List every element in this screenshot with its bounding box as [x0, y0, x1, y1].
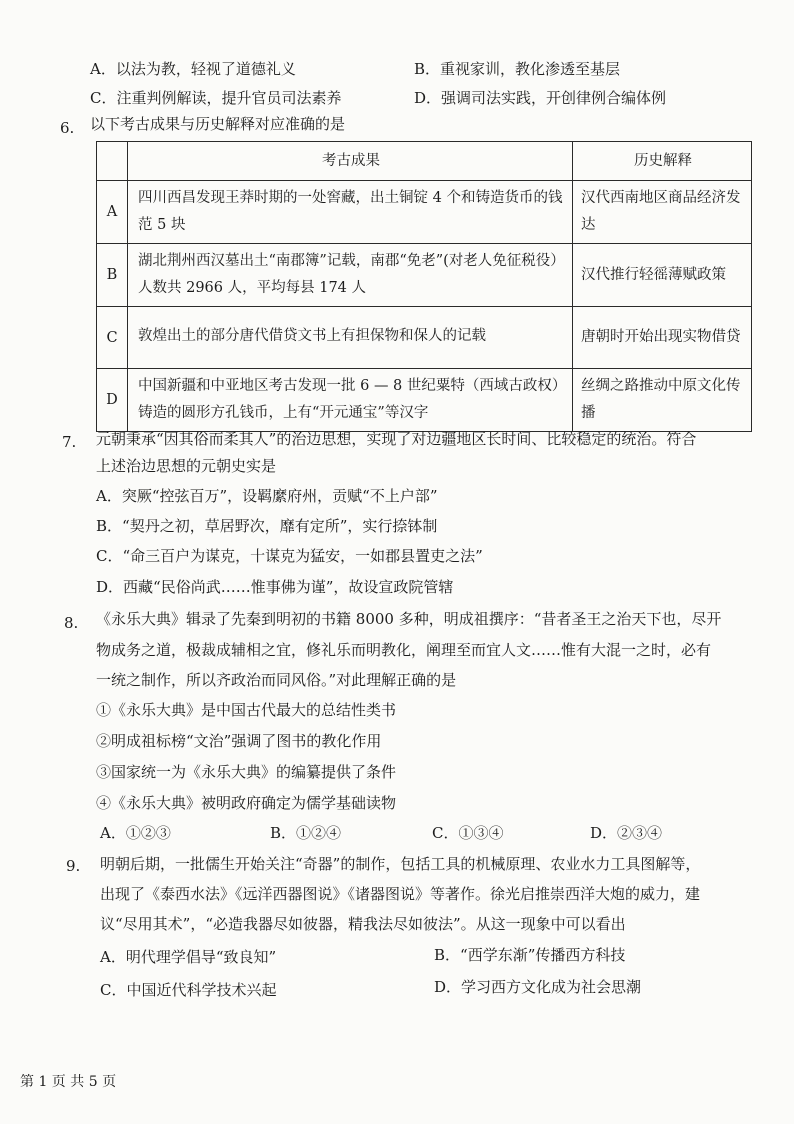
table-row	[97, 307, 752, 369]
q8-option-d: D．②③④	[590, 824, 663, 842]
q9-option-b: B．“西学东渐”传播西方科技	[434, 946, 626, 964]
q7-option-c: C．“命三百户为谋克，十谋克为猛安，一如郡县置吏之法”	[96, 547, 483, 565]
q6-row-finding: 敦煌出土的部分唐代借贷文书上有担保物和保人的记载	[128, 307, 573, 369]
table-row	[97, 369, 752, 432]
q6-row-letter: B	[97, 244, 128, 307]
q8-statement-1: ①《永乐大典》是中国古代最大的总结性类书	[96, 701, 397, 719]
q8-statement-4: ④《永乐大典》被明政府确定为儒学基础读物	[96, 794, 397, 812]
table-row	[97, 181, 752, 244]
q7-option-b: B．“契丹之初，草居野次，靡有定所”，实行捺钵制	[96, 517, 438, 535]
q5-option-b: B．重视家训，教化渗透至基层	[414, 60, 621, 78]
q6-number: 6.	[60, 119, 75, 137]
page-footer: 第 1 页 共 5 页	[20, 1074, 117, 1090]
q9-stem-line3: 议“尽用其术”，“必造我器尽如彼器，精我法尽如彼法”。从这一现象中可以看出	[100, 915, 626, 933]
q6-row-interpretation: 汉代西南地区商品经济发达	[573, 181, 752, 244]
q6-row-finding: 中国新疆和中亚地区考古发现一批 6 — 8 世纪粟特（西域古政权）铸造的圆形方孔钱币，上有“开元通宝”等汉字	[128, 369, 573, 432]
q8-stem-line1: 《永乐大典》辑录了先秦到明初的书籍 8000 多种，明成祖撰序：“昔者圣王之治天下也，尽开	[96, 610, 722, 628]
q7-number: 7.	[62, 433, 77, 451]
q5-option-d: D．强调司法实践，开创律例合编体例	[414, 89, 667, 107]
q6-row-letter: D	[97, 369, 128, 432]
q7-stem-line2: 上述治边思想的元朝史实是	[96, 457, 277, 475]
q5-option-a: A．以法为教，轻视了道德礼义	[90, 60, 296, 78]
q8-statement-3: ③国家统一为《永乐大典》的编纂提供了条件	[96, 763, 397, 781]
q9-option-c: C．中国近代科学技术兴起	[100, 981, 277, 999]
q7-stem-line1: 元朝秉承“因其俗而柔其人”的治边思想，实现了对边疆地区长时间、比较稳定的统治。符合	[96, 430, 697, 448]
q9-stem-line1: 明朝后期，一批儒生开始关注“奇器”的制作，包括工具的机械原理、农业水力工具图解等，	[100, 855, 701, 873]
q6-row-interpretation: 汉代推行轻徭薄赋政策	[573, 244, 752, 307]
q8-stem-line3: 一统之制作，所以齐政治而同风俗。”对此理解正确的是	[96, 671, 457, 689]
q8-option-a: A．①②③	[100, 824, 171, 842]
q9-number: 9.	[66, 857, 81, 875]
q6-header-interpretation: 历史解释	[573, 142, 752, 181]
q6-table	[96, 141, 752, 432]
q6-table-header-row	[97, 142, 752, 181]
q6-header-finding: 考古成果	[128, 142, 573, 181]
q8-stem-line2: 物成务之道，极裁成辅相之宜，修礼乐而明教化，阐理至而宜人文……惟有大混一之时，必有	[96, 641, 712, 659]
q7-option-a: A．突厥“控弦百万”，设羁縻府州，贡赋“不上户部”	[96, 487, 438, 505]
q7-option-d: D．西藏“民俗尚武……惟事佛为谨”，故设宣政院管辖	[96, 578, 454, 596]
q8-option-b: B．①②④	[270, 824, 342, 842]
q5-option-c: C．注重判例解读，提升官员司法素养	[90, 89, 342, 107]
q6-row-finding: 四川西昌发现王莽时期的一处窖藏，出土铜锭 4 个和铸造货币的钱范 5 块	[128, 181, 573, 244]
q6-row-interpretation: 丝绸之路推动中原文化传播	[573, 369, 752, 432]
q8-option-c: C．①③④	[432, 824, 504, 842]
q6-row-letter: A	[97, 181, 128, 244]
q8-number: 8.	[64, 614, 79, 632]
q8-statement-2: ②明成祖标榜“文治”强调了图书的教化作用	[96, 732, 382, 750]
q6-row-letter: C	[97, 307, 128, 369]
q6-stem: 以下考古成果与历史解释对应准确的是	[90, 115, 346, 133]
q9-option-a: A．明代理学倡导“致良知”	[100, 948, 277, 966]
q6-row-interpretation: 唐朝时开始出现实物借贷	[573, 307, 752, 369]
q9-stem-line2: 出现了《泰西水法》《远洋西器图说》《诸器图说》等著作。徐光启推崇西洋大炮的威力，建	[100, 885, 701, 903]
q6-row-finding: 湖北荆州西汉墓出土“南郡簿”记载，南郡“免老”(对老人免征税役）人数共 2966 人，平均每县 174 人	[128, 244, 573, 307]
table-row	[97, 244, 752, 307]
q9-option-d: D．学习西方文化成为社会思潮	[434, 978, 642, 996]
q6-header-blank	[97, 142, 128, 181]
